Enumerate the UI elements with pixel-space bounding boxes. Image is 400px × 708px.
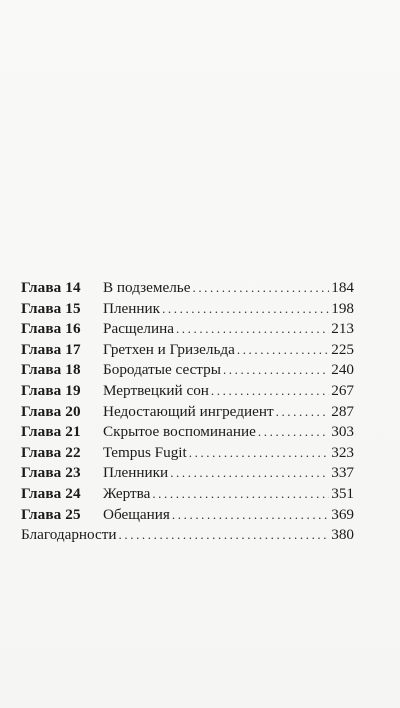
chapter-label: Глава 21	[21, 423, 81, 441]
toc-entry-chapter-25	[21, 505, 354, 526]
page-number: 351	[331, 484, 354, 502]
chapter-label: Глава 15	[21, 299, 81, 317]
dot-leader	[176, 319, 329, 340]
table-of-contents	[21, 278, 354, 546]
chapter-title: В подземелье	[103, 279, 191, 296]
chapter-title: Пленник	[103, 299, 161, 317]
chapter-title: Жертва	[103, 484, 151, 502]
page-number: 225	[331, 340, 354, 358]
toc-entry-acknowledgements	[21, 525, 354, 546]
page-number: 337	[331, 464, 354, 482]
chapter-title: Мертвецкий сон	[103, 381, 209, 399]
dot-leader	[211, 381, 329, 402]
dot-leader	[152, 484, 329, 505]
dot-leader	[258, 422, 329, 443]
chapter-title: Tempus Fugit	[103, 443, 187, 461]
page-number: 287	[331, 402, 354, 420]
dot-leader	[170, 463, 329, 484]
toc-entry-chapter-23	[21, 463, 354, 484]
chapter-label: Глава 19	[21, 381, 81, 399]
chapter-label: Глава 17	[21, 340, 81, 358]
chapter-label: Глава 16	[21, 320, 81, 338]
dot-leader	[223, 360, 329, 381]
dot-leader	[119, 525, 330, 546]
toc-entry-chapter-24	[21, 484, 354, 505]
page-number: 267	[331, 381, 354, 399]
dot-leader	[237, 340, 329, 361]
chapter-title: Расщелина	[103, 320, 174, 338]
page-number: 198	[331, 299, 354, 317]
chapter-label: Глава 20	[21, 402, 81, 420]
chapter-label: Глава 24	[21, 484, 81, 502]
toc-entry-chapter-19	[21, 381, 354, 402]
page-number: 184	[331, 279, 354, 296]
toc-entry-chapter-17	[21, 340, 354, 361]
chapter-title: Пленники	[103, 464, 169, 482]
chapter-label: Глава 18	[21, 361, 81, 379]
page-number: 369	[331, 505, 354, 523]
dot-leader	[189, 443, 329, 464]
page-number: 303	[331, 423, 354, 441]
toc-entry-chapter-15	[21, 299, 354, 320]
toc-entry-chapter-22	[21, 443, 354, 464]
chapter-label: Глава 25	[21, 505, 81, 523]
dot-leader	[162, 299, 329, 320]
chapter-title: Скрытое воспоминание	[103, 423, 256, 441]
chapter-title: Гретхен и Гризельда	[103, 340, 235, 358]
dot-leader	[192, 278, 329, 299]
toc-entry-chapter-18	[21, 360, 354, 381]
chapter-title: Обещания	[103, 505, 170, 523]
toc-entry-chapter-20	[21, 402, 354, 423]
chapter-label: Глава 22	[21, 443, 81, 461]
toc-entry-chapter-14	[21, 278, 354, 299]
chapter-label: Глава 14	[21, 279, 81, 296]
chapter-title: Недостающий ингредиент	[103, 402, 274, 420]
toc-entry-chapter-16	[21, 319, 354, 340]
page-number: 213	[331, 320, 354, 338]
page-number: 323	[331, 443, 354, 461]
page-number: 380	[331, 526, 354, 544]
toc-entry-chapter-21	[21, 422, 354, 443]
dot-leader	[276, 402, 330, 423]
chapter-label: Глава 23	[21, 464, 81, 482]
acknowledgements-title: Благодарности	[21, 526, 117, 544]
chapter-title: Бородатые сестры	[103, 361, 221, 379]
dot-leader	[172, 505, 329, 526]
page-number: 240	[331, 361, 354, 379]
